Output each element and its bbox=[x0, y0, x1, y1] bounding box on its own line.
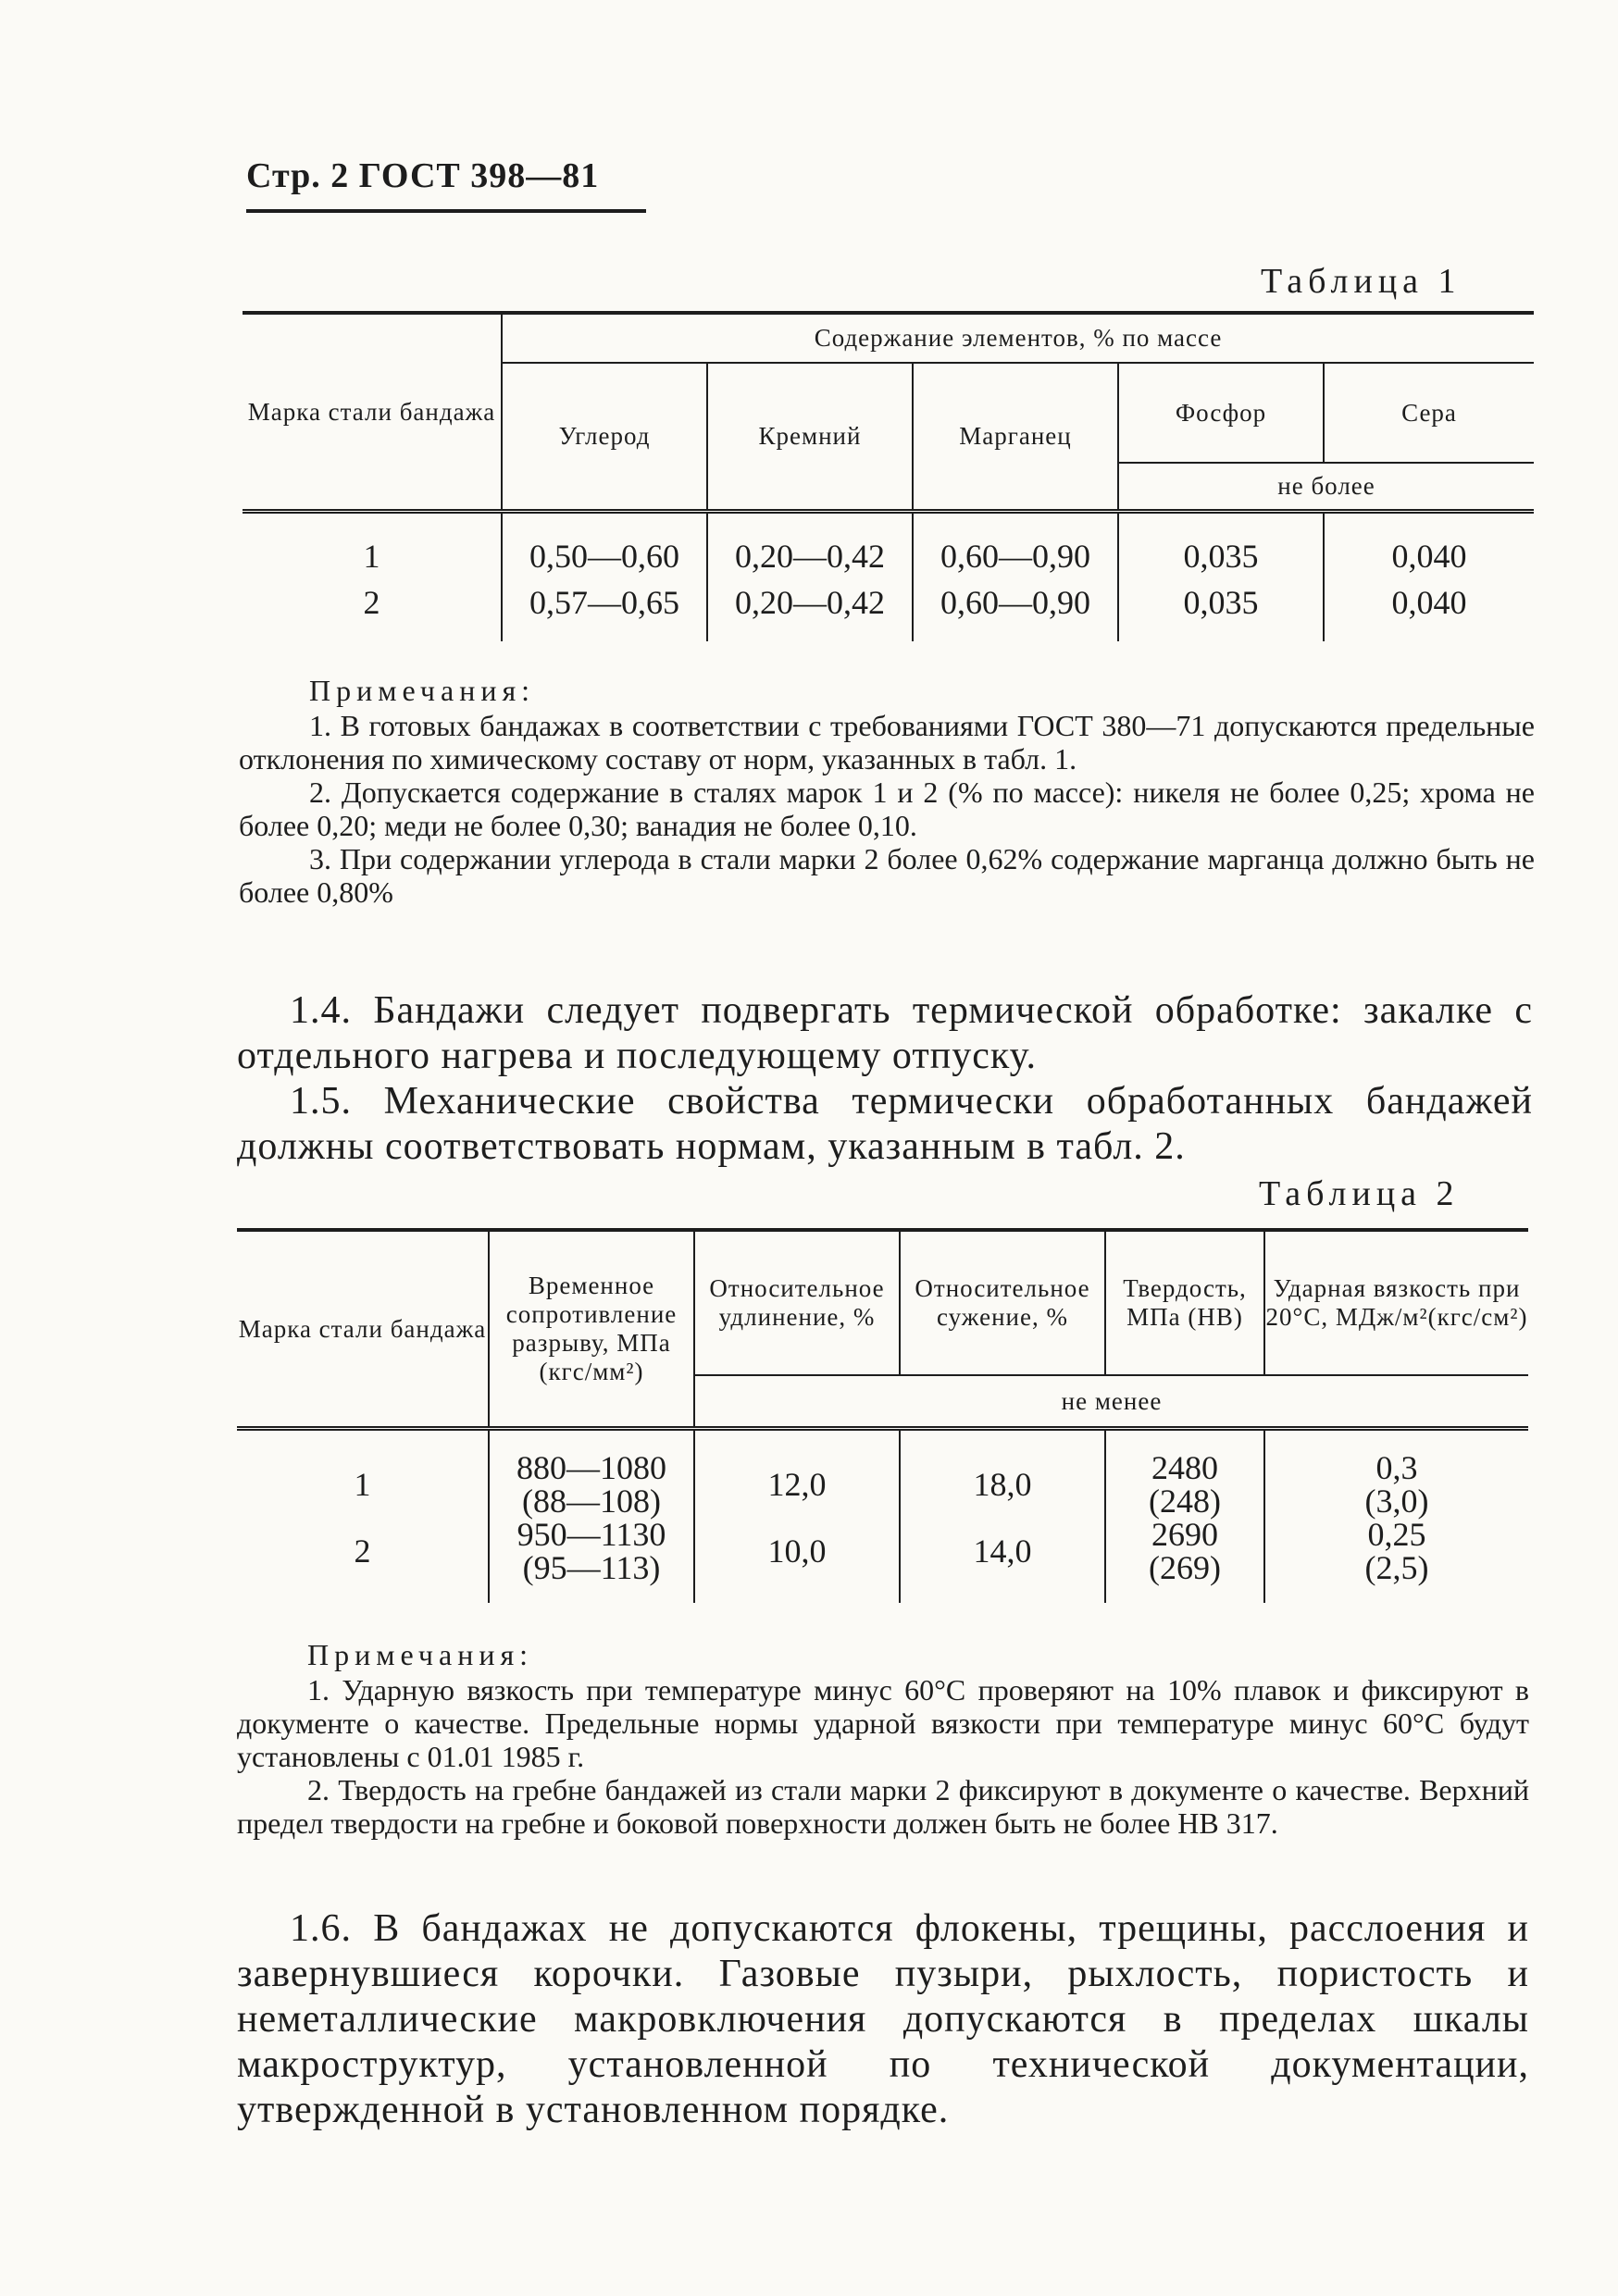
clause-paragraph: 1.4. Бандажи следует подвергать термической обработке: закалке с отдельного нагрева и последующему отпуску. bbox=[237, 989, 1533, 1077]
table1-col-header: Кремний bbox=[707, 363, 913, 509]
table2-grade-cell bbox=[237, 1429, 489, 1603]
table1-limit-label: не более bbox=[1118, 463, 1534, 509]
table2-cell: (3,0) bbox=[1364, 1483, 1429, 1520]
table1-cell: 0,20—0,42 bbox=[707, 512, 913, 573]
table2-cell: 880—1080 bbox=[517, 1449, 666, 1486]
table2-col-header: Ударная вязкость при 20°С, МДж/м²(кгс/см²) bbox=[1264, 1230, 1528, 1375]
table1-cell: 0,20—0,42 bbox=[707, 573, 913, 641]
table1-cell: 0,60—0,90 bbox=[913, 573, 1118, 641]
table1-cell: 0,035 bbox=[1118, 512, 1324, 573]
table2-cell: (248) bbox=[1149, 1483, 1221, 1520]
table1 bbox=[243, 311, 1534, 641]
table2-elongation-cell bbox=[694, 1429, 900, 1603]
table1-cell: 1 bbox=[363, 537, 380, 575]
table2-cell: (2,5) bbox=[1364, 1549, 1429, 1586]
header-rule bbox=[246, 209, 646, 213]
table1-col-header: Углерод bbox=[502, 363, 707, 509]
table2-col-header: Относительное сужение, % bbox=[900, 1230, 1105, 1375]
table2-cell: (95—113) bbox=[522, 1549, 661, 1586]
notes-table2 bbox=[237, 1638, 1529, 1840]
table1-col-header: Марганец bbox=[913, 363, 1118, 509]
table2-cell: 10,0 bbox=[767, 1533, 827, 1570]
note-item: 1. Ударную вязкость при температуре минус 60°С проверяют на 10% плавок и фиксируют в документе о качестве. Предельные нормы ударной вязкости при температуре минус 60°С будут установлены с 01.01 1985 г. bbox=[237, 1673, 1529, 1773]
table2-cell: 1 bbox=[354, 1466, 371, 1503]
table1-cell: 0,60—0,90 bbox=[913, 512, 1118, 573]
table1-caption: Таблица 1 bbox=[1261, 262, 1462, 301]
clause-paragraph: 1.6. В бандажах не допускаются флокены, трещины, расслоения и завернувшиеся корочки. Газовые пузыри, рыхлость, пористость и неметаллические макровключения допускаются в пределах шкалы макроструктур, установленной по технической документации, утвержденной в установленном порядке. bbox=[237, 1907, 1529, 2131]
page-header: Стр. 2 ГОСТ 398—81 bbox=[246, 156, 600, 195]
notes-heading: Примечания: bbox=[307, 1638, 534, 1671]
table2-reduction-cell bbox=[900, 1429, 1105, 1603]
notes-table1 bbox=[239, 674, 1535, 909]
note-item: 3. При содержании углерода в стали марки 2 более 0,62% содержание марганца должно быть не более 0,80% bbox=[239, 842, 1535, 909]
table1-grade-header: Марка стали бандажа bbox=[247, 397, 496, 426]
table2 bbox=[237, 1228, 1528, 1603]
table1-cell: 0,50—0,60 bbox=[502, 512, 707, 573]
table2-cell: 2480 bbox=[1151, 1449, 1218, 1486]
table2-cell: 12,0 bbox=[767, 1466, 827, 1503]
table2-col-header: Относительное удлинение, % bbox=[694, 1230, 900, 1375]
table1-cell: 2 bbox=[363, 583, 380, 621]
table2-cell: 2690 bbox=[1151, 1516, 1218, 1553]
note-item: 1. В готовых бандажах в соответствии с требованиями ГОСТ 380—71 допускаются предельные отклонения по химическому составу от норм, указанных в табл. 1. bbox=[239, 709, 1535, 776]
table2-impact-cell bbox=[1264, 1429, 1528, 1603]
table-row bbox=[243, 512, 1534, 573]
table2-cell: 18,0 bbox=[973, 1466, 1032, 1503]
table2-cell: 0,3 bbox=[1375, 1449, 1418, 1486]
table1-col-header: Сера bbox=[1324, 363, 1534, 463]
table1-col-header: Фосфор bbox=[1118, 363, 1324, 463]
table2-cell: 14,0 bbox=[973, 1533, 1032, 1570]
table2-cell: (88—108) bbox=[522, 1483, 661, 1520]
table2-cell: 2 bbox=[354, 1533, 371, 1570]
table2-col-header: Твердость, МПа (НВ) bbox=[1105, 1230, 1264, 1375]
table1-cell: 0,035 bbox=[1118, 573, 1324, 641]
table2-grade-header: Марка стали бандажа bbox=[238, 1314, 487, 1343]
clause-1-6 bbox=[237, 1906, 1529, 2133]
table-row bbox=[243, 573, 1534, 641]
table1-cell: 0,57—0,65 bbox=[502, 573, 707, 641]
table2-cell: 950—1130 bbox=[517, 1516, 666, 1553]
table1-cell: 0,040 bbox=[1324, 512, 1534, 573]
table2-cell: 0,25 bbox=[1367, 1516, 1426, 1553]
table1-group-header: Содержание элементов, % по массе bbox=[502, 313, 1534, 363]
table2-caption: Таблица 2 bbox=[1259, 1174, 1460, 1213]
table2-cell: (269) bbox=[1149, 1549, 1221, 1586]
clause-paragraph: 1.5. Механические свойства термически обработанных бандажей должны соответствовать нормам, указанным в табл. 2. bbox=[237, 1080, 1533, 1168]
note-item: 2. Твердость на гребне бандажей из стали марки 2 фиксируют в документе о качестве. Верхний предел твердости на гребне и боковой поверхности должен быть не более НВ 317. bbox=[237, 1773, 1529, 1840]
table-row bbox=[237, 1429, 1528, 1603]
table2-limit-label: не менее bbox=[694, 1375, 1528, 1426]
table2-col-header: Временное сопротивление разрыву, МПа (кгс/мм²) bbox=[489, 1230, 694, 1426]
notes-heading: Примечания: bbox=[309, 674, 536, 707]
clauses-1-4-1-5 bbox=[237, 988, 1533, 1170]
table1-cell: 0,040 bbox=[1324, 573, 1534, 641]
table2-strength-cell bbox=[489, 1429, 694, 1603]
table2-hardness-cell bbox=[1105, 1429, 1264, 1603]
note-item: 2. Допускается содержание в сталях марок 1 и 2 (% по массе): никеля не более 0,25; хрома не более 0,20; меди не более 0,30; ванадия не более 0,10. bbox=[239, 776, 1535, 842]
